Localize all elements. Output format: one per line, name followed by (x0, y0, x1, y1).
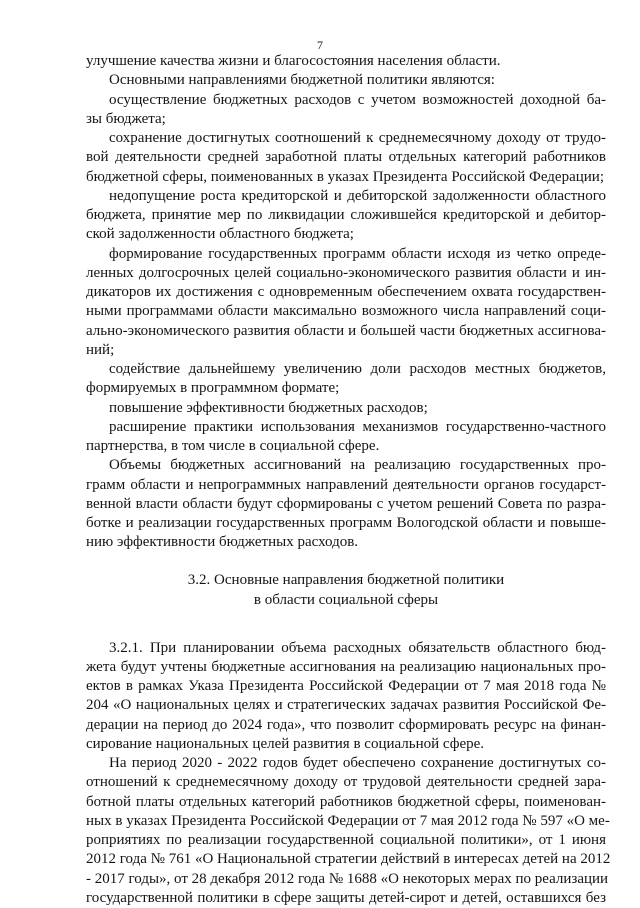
heading-line: в области социальной сферы (253, 591, 439, 608)
text-line: расширение практики использования механизмов государственно-частного (109, 418, 606, 435)
text-line: повышение эффективности бюджетных расходов; (109, 399, 428, 416)
salary-ratios-paragraph (86, 754, 611, 908)
text-line: ботке и реализации государственных программ Вологодской области и повыше- (86, 515, 606, 531)
document-body (86, 52, 611, 908)
text-line: осуществление бюджетных расходов с учетом возможностей доходной ба- (109, 91, 606, 108)
text-line: улучшение качества жизни и благосостояния населения области. (86, 53, 501, 69)
text-line: ботной платы отдельных категорий работников бюджетной сферы, поименован- (86, 793, 606, 810)
list-item-efficiency (86, 399, 606, 418)
text-line: сирование национальных целей развития в социальной сфере. (86, 735, 485, 752)
text-line: 204 «О национальных целях и стратегических задачах развития Российской Фе- (86, 697, 606, 714)
heading-line: 3.2. Основные направления бюджетной политики (187, 571, 505, 588)
text-line: На период 2020 - 2022 годов будет обеспечено сохранение достигнутых со- (109, 755, 606, 771)
text-line: содействие дальнейшему увеличению доли расходов местных бюджетов, (109, 361, 606, 377)
text-line: жета будут учтены бюджетные ассигнования на реализацию национальных про- (86, 658, 606, 675)
text-line: грамм области и непрограммных направлений деятельности органов государст- (86, 476, 606, 493)
text-line: венной власти области будут сформированы с учетом решений Совета по разра- (86, 495, 606, 512)
text-line: вой деятельности средней заработной платы отдельных категорий работников (86, 149, 606, 166)
text-line: отношений к среднемесячному доходу от трудовой деятельности средней зара- (86, 774, 606, 791)
national-projects-paragraph (86, 639, 606, 755)
text-line: ектов в рамках Указа Президента Российской Федерации от 7 мая 2018 года № (86, 678, 606, 694)
text-line: дикаторов их достижения с одновременным обеспечением охвата государствен- (86, 284, 606, 300)
text-line: формирование государственных программ области исходя из четко опреде- (109, 245, 606, 262)
text-line: дерации на период до 2024 года», что позволит сформировать ресурс на финан- (86, 716, 606, 733)
text-line: государственной политики в сфере защиты детей-сирот и детей, оставшихся без (86, 889, 606, 906)
budget-policy-directions-intro (86, 71, 606, 90)
budget-allocations-paragraph (86, 456, 606, 552)
text-line: нию эффективности бюджетных расходов. (86, 534, 359, 551)
text-line: ных в указах Президента Российской Федерации от 7 мая 2012 года № 597 «О ме- (86, 812, 610, 829)
text-line: роприятиях по реализации государственной социальной политики», от 1 июня (86, 832, 606, 848)
text-line: зы бюджета; (86, 110, 166, 127)
section-heading (86, 570, 606, 610)
text-line: 3.2.1. При планировании объема расходных обязательств областного бюд- (109, 639, 606, 656)
list-item-local-budgets (86, 360, 606, 399)
text-line: ской задолженности областного бюджета; (86, 226, 354, 243)
text-line: партнерства, в том числе в социальной сфере. (86, 438, 380, 454)
page-number: 7 (317, 38, 323, 52)
text-line: ными программами области максимально возможного числа направлений соци- (86, 303, 606, 320)
text-line: Основными направлениями бюджетной политики являются: (109, 72, 495, 89)
text-line: ний; (86, 341, 115, 358)
text-line: - 2017 годы», от 28 декабря 2012 года № 1688 «О некоторых мерах по реализации (86, 870, 609, 887)
list-item-expenditure (86, 91, 606, 130)
intro-paragraph (86, 52, 606, 71)
text-line: недопущение роста кредиторской и дебиторской задолженности областного (109, 187, 606, 204)
list-item-salary-ratios (86, 129, 606, 187)
text-line: ленных долгосрочных целей социально-экономического развития области и ин- (86, 264, 606, 281)
text-line: бюджета, принятие мер по ликвидации сложившейся кредиторской и дебитор- (86, 207, 606, 223)
list-item-state-programs (86, 245, 606, 361)
text-line: 2012 года № 761 «О Национальной стратегии действий в интересах детей на 2012 (86, 851, 611, 868)
text-line: Объемы бюджетных ассигнований на реализацию государственных про- (109, 457, 606, 474)
text-line: сохранение достигнутых соотношений к среднемесячному доходу от трудо- (109, 130, 606, 146)
text-line: бюджетной сферы, поименованных в указах Президента Российской Федерации; (86, 168, 604, 185)
list-item-partnership (86, 418, 606, 457)
text-line: формируемых в программном формате; (86, 380, 340, 397)
text-line: ально-экономического развития области и большей части бюджетных ассигнова- (86, 322, 606, 339)
list-item-debt (86, 187, 606, 245)
